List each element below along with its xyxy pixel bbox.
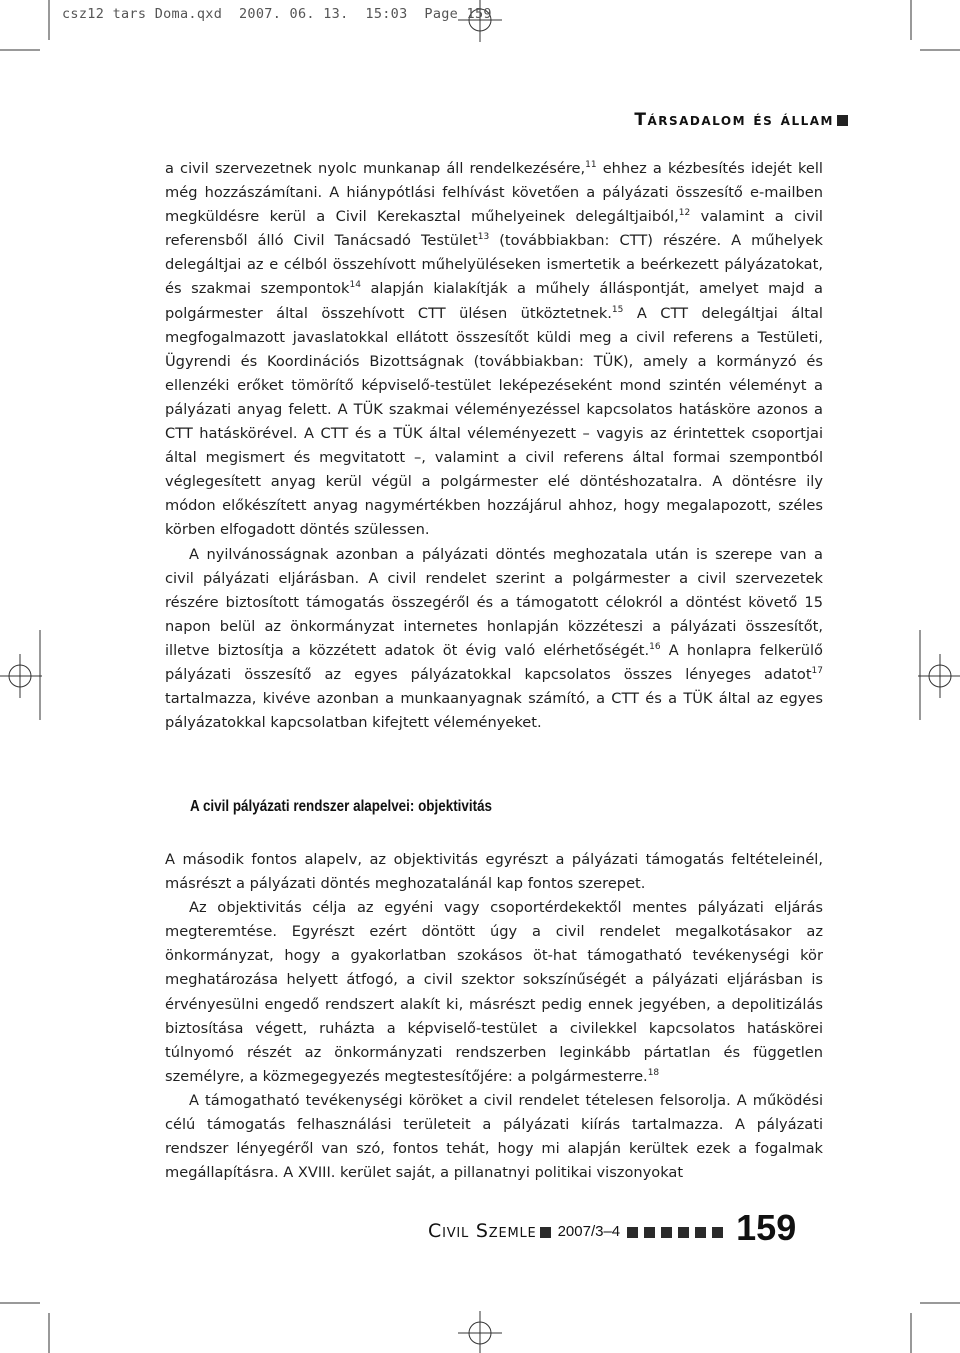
square-bullet-icon	[837, 115, 848, 126]
square-bullet-icon	[627, 1227, 638, 1238]
issue-number: 2007/3–4	[557, 1223, 621, 1240]
square-bullet-icon	[678, 1227, 689, 1238]
page-footer	[428, 1200, 796, 1248]
square-bullet-icon	[540, 1227, 551, 1238]
paragraph: a civil szervezetnek nyolc munkanap áll rendelkezésére,$^{11}$ ehhez a kézbesítés idejét kell még hozzászámítani. A hiánypótlási felhívást követően a pályázati összesítő e-mailben megküldésre kerül a Civil Kerekasztal műhelyeinek delegáltjaiból,$^{12}$ valamint a civil referensből álló Civil Tanácsadó Testület$^{13}$ (továbbiakban: CTT) részére. A műhelyek delegáltjai az e célból összehívott műhelyüléseken ismertetik a beérkezett pályázatokat, és szakmai szempontok$^{14}$ alapján kialakítják a műhely álláspontját, amelyet majd a polgármester által összehívott CTT ülésen ütköztetnek.$^{15}$ A CTT delegáltjai által megfogalmazott javaslatokkal ellátott összesítőt küldi meg a civil referens a Testületi, Ügyrendi és Koordinációs Bizottságnak (továbbiakban: TÜK), amely a kormányzó és ellenzéki erőket tömörítő képviselő-testület leképezéseként mond szintén véleményt a pályázati anyag felett. A TÜK szakmai véleményezéssel kapcsolatos hatásköre azonos a CTT hatáskörével. A CTT és a TÜK által véleményezett – vagyis az érintettek csoportjai által megismert és megvitatott –, valamint a civil referens által formai szempontból véglegesített anyag kerül végül a polgármester elé döntéshozatalra. A döntésre ily módon előkészített anyag nagymértékben hozzájárul ahhoz, hogy megalapozott, széles körben elfogadott döntés szülessen.	[165, 160, 823, 539]
page-number: 159	[736, 1207, 797, 1248]
paragraph: Az objektivitás célja az egyéni vagy csoportérdekektől mentes pályázati eljárás megteremtése. Egyrészt ezért döntött úgy a civil rendelet megalkotásakor az önkormányzat, hogy a gyakorlatban szokásos öt-hat támogatható tevékenységi kör meghatározása helyett átfogó, a civil szektor sokszínűségét a pályázati eljárásban is érvényesülni engedő rendszert alakít ki, másrészt pedig ennek jegyében, a depolitizálás biztosítása végett, ruházta a képviselő-testület a civilekkel kapcsolatos hatáskörei túlnyomó részét az önkormányzati rendszerben leginkább pártatlan és független személyre, a közmegegyezés megtestesítőjére: a polgármesterre.$^{18}$	[165, 899, 823, 1085]
square-bullet-icon	[644, 1227, 655, 1238]
square-bullet-icon	[661, 1227, 672, 1238]
body-text-top	[165, 157, 823, 735]
square-bullet-icon	[695, 1227, 706, 1238]
journal-title: Civil Szemle	[428, 1220, 537, 1242]
paragraph: A támogatható tevékenységi köröket a civil rendelet tételesen felsorolja. A működési célú támogatás felhasználási területeit a pályázati kiírás tartalmazza. A pályázati rendszer lényegéről van szó, fontos tehát, hogy mi alapján kerültek ezek a fogalmak megállapításra. A XVIII. kerület saját, a pillanatnyi politikai viszonyokat	[165, 1091, 823, 1182]
running-head-title: Társadalom és állam	[634, 110, 834, 130]
section-heading: A civil pályázati rendszer alapelvei: objektivitás	[190, 798, 493, 815]
paragraph: A nyilvánosságnak azonban a pályázati döntés meghozatala után is szerepe van a civil pályázati eljárásban. A civil rendelet szerint a polgármester a civil szervezetek részére biztosított támogatás összegéről és a támogatott célokról a döntést követő 15 napon belül az önkormányzat internetes honlapján közzéteszi a pályázati összesítőt, illetve biztosítja a közzétett adatok öt évig való elérhetőségét.$^{16}$ A honlapra felkerülő pályázati összesítő az egyes pályázatokkal kapcsolatos összes lényeges adatot$^{17}$ tartalmazza, kivéve azonban a munkaanyagnak számító, a CTT és a TÜK által az egyes pályázatokkal kapcsolatban kifejtett véleményeket.	[165, 545, 823, 732]
printer-slug-line: csz12 tars Doma.qxd 2007. 06. 13. 15:03 Page 159	[62, 6, 492, 22]
square-bullet-icon	[712, 1227, 723, 1238]
body-text-bottom	[165, 848, 823, 1185]
running-head	[634, 110, 848, 130]
paragraph: A második fontos alapelv, az objektivitás egyrészt a pályázati támogatás feltételeinél, másrészt a pályázati döntés meghozatalánál kap fontos szerepet.	[165, 851, 823, 893]
